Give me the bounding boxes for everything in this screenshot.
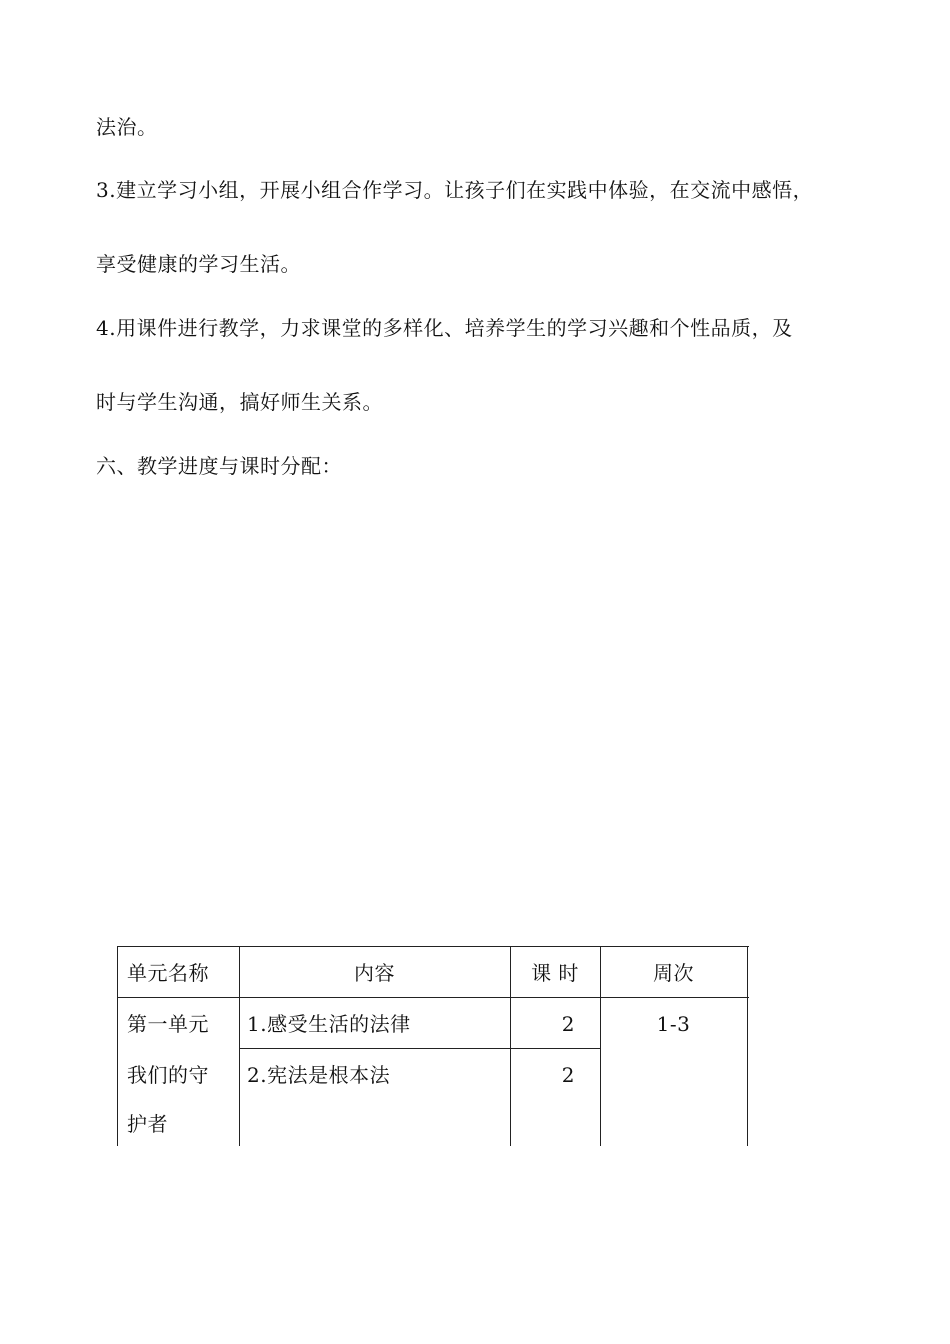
paragraph-line: 4.用课件进行教学，力求课堂的多样化、培养学生的学习兴趣和个性品质，及	[96, 316, 793, 340]
header-hours: 课 时	[531, 961, 579, 985]
table-border	[747, 946, 748, 1146]
header-weeks: 周次	[653, 961, 694, 985]
unit-name-line: 第一单元	[127, 1012, 209, 1036]
paragraph-line: 享受健康的学习生活。	[96, 252, 301, 276]
lesson-hours: 2	[561, 1063, 575, 1087]
schedule-table	[117, 946, 749, 1146]
unit-weeks: 1-3	[656, 1012, 691, 1036]
paragraph-line: 3.建立学习小组，开展小组合作学习。让孩子们在实践中体验，在交流中感悟，	[96, 178, 814, 202]
lesson-content: 2.宪法是根本法	[247, 1063, 391, 1087]
unit-name-line: 我们的守	[127, 1063, 209, 1087]
paragraph-line: 法治。	[96, 115, 158, 139]
lesson-hours: 2	[561, 1012, 575, 1036]
table-border	[117, 946, 118, 1146]
header-content: 内容	[354, 961, 395, 985]
section-heading: 六、教学进度与课时分配：	[96, 454, 342, 478]
unit-name-line: 护者	[127, 1112, 168, 1136]
paragraph-line: 时与学生沟通，搞好师生关系。	[96, 390, 383, 414]
table-border	[117, 997, 749, 998]
table-border	[117, 946, 749, 947]
header-unit-name: 单元名称	[127, 961, 209, 985]
table-border	[239, 1048, 601, 1049]
lesson-content: 1.感受生活的法律	[247, 1012, 411, 1036]
